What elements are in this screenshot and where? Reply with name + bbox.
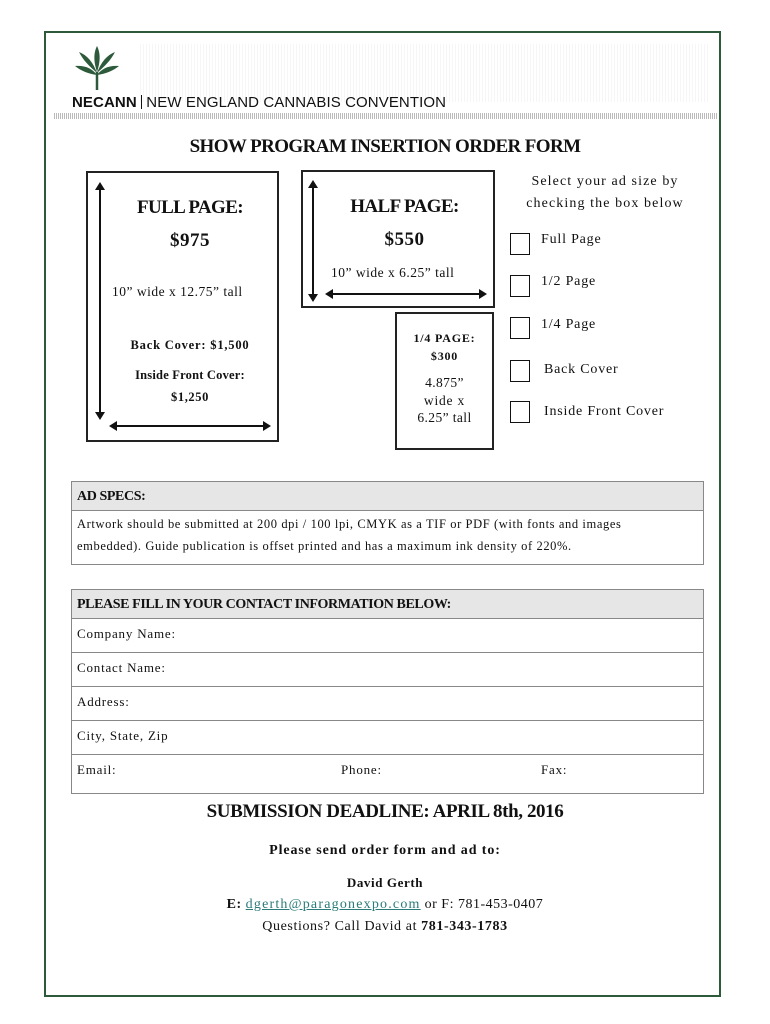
ad-specs-line-2: embedded). Guide publication is offset printed and has a maximum ink density of 220%. <box>77 539 572 553</box>
address-field[interactable] <box>72 687 703 721</box>
fax-label: Fax: <box>541 762 568 777</box>
quarter-page-price: $300 <box>430 349 459 363</box>
city-state-zip-field[interactable] <box>72 721 703 755</box>
ad-specs-heading: AD SPECS: <box>72 482 703 511</box>
back-cover-price: Back Cover: $1,500 <box>130 338 250 352</box>
select-instruction-1: Select your ad size by <box>531 174 679 189</box>
form-title: SHOW PROGRAM INSERTION ORDER FORM <box>189 136 581 157</box>
half-page-price: $550 <box>384 229 425 250</box>
brand-divider <box>141 95 143 109</box>
back-cover-option-label: Back Cover <box>544 362 619 377</box>
quarter-page-size-3: 6.25” tall <box>417 410 472 425</box>
email-link[interactable]: dgerth@paragonexpo.com <box>245 897 421 912</box>
half-page-height-arrow <box>312 186 314 296</box>
inside-front-cover-label: Inside Front Cover: <box>135 368 245 382</box>
half-page-size: 10” wide x 6.25” tall <box>331 265 455 280</box>
inside-front-cover-checkbox[interactable] <box>510 401 530 423</box>
quarter-page-checkbox[interactable] <box>510 317 530 339</box>
or-fax: or F: 781-453-0407 <box>424 897 544 912</box>
brand-name <box>72 94 446 111</box>
email-label: Email: <box>77 762 117 777</box>
contact-name-label: Contact Name: <box>77 660 166 675</box>
quarter-page-size-1: 4.875” <box>425 375 464 390</box>
ad-specs-section <box>71 481 704 565</box>
questions-prefix: Questions? Call David at <box>262 919 418 934</box>
full-page-size: 10” wide x 12.75” tall <box>112 284 243 299</box>
inside-front-cover-price: $1,250 <box>171 390 209 404</box>
inside-front-cover-option-label: Inside Front Cover <box>544 404 665 419</box>
back-cover-checkbox[interactable] <box>510 360 530 382</box>
select-instruction-2: checking the box below <box>526 196 684 211</box>
quarter-page-size-2: wide x <box>423 393 466 408</box>
contact-info-heading: PLEASE FILL IN YOUR CONTACT INFORMATION BELOW: <box>72 590 703 619</box>
full-page-title: FULL PAGE: <box>136 197 244 218</box>
half-page-checkbox[interactable] <box>510 275 530 297</box>
email-prefix: E: <box>226 897 242 912</box>
cannabis-leaf-logo-icon <box>75 46 119 92</box>
quarter-page-option-label: 1/4 Page <box>541 317 597 332</box>
brand-full: NEW ENGLAND CANNABIS CONVENTION <box>146 94 447 111</box>
questions-phone: 781-343-1783 <box>421 919 508 934</box>
phone-label: Phone: <box>341 762 382 777</box>
full-page-price: $975 <box>170 230 210 251</box>
city-state-zip-label: City, State, Zip <box>77 728 169 743</box>
full-page-option-label: Full Page <box>541 232 602 247</box>
full-page-width-arrow <box>115 425 265 427</box>
contact-person: David Gerth <box>346 875 424 890</box>
half-page-title: HALF PAGE: <box>350 196 459 217</box>
company-name-label: Company Name: <box>77 626 176 641</box>
address-label: Address: <box>77 694 130 709</box>
full-page-height-arrow <box>99 188 101 414</box>
ad-specs-body <box>72 511 703 561</box>
email-fax-line <box>0 897 770 913</box>
brand-short: NECANN <box>72 94 137 111</box>
half-page-option-label: 1/2 Page <box>541 274 597 289</box>
send-instruction: Please send order form and ad to: <box>269 843 501 858</box>
email-phone-fax-row[interactable] <box>72 755 703 788</box>
submission-deadline: SUBMISSION DEADLINE: APRIL 8th, 2016 <box>206 801 564 822</box>
contact-name-field[interactable] <box>72 653 703 687</box>
header-rule <box>54 113 717 119</box>
full-page-checkbox[interactable] <box>510 233 530 255</box>
half-page-width-arrow <box>331 293 481 295</box>
contact-info-section <box>71 589 704 794</box>
company-name-field[interactable] <box>72 619 703 653</box>
questions-line <box>0 919 770 935</box>
ad-specs-line-1: Artwork should be submitted at 200 dpi / 100 lpi, CMYK as a TIF or PDF (with fonts and images <box>77 517 622 531</box>
quarter-page-title: 1/4 PAGE: <box>413 331 476 345</box>
